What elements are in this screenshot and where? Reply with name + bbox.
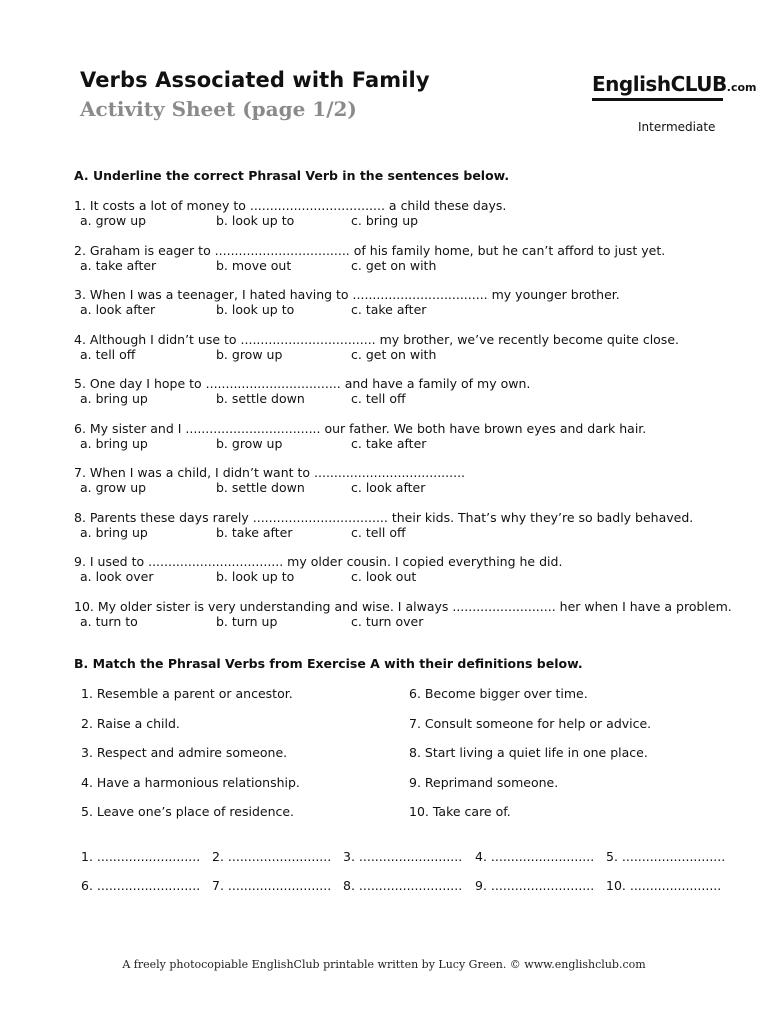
answer-blank[interactable]: 8. .......................... bbox=[343, 878, 463, 893]
answer-option-c[interactable]: c. bring up bbox=[351, 213, 419, 228]
definition-item: 9. Reprimand someone. bbox=[409, 774, 559, 790]
answer-option-a[interactable]: a. bring up bbox=[80, 435, 148, 451]
answer-option-c[interactable]: c. tell off bbox=[351, 391, 406, 406]
answer-blank[interactable]: 7. .......................... bbox=[212, 878, 332, 893]
definition-item: 4. Have a harmonious relationship. bbox=[81, 774, 300, 790]
answer-option-a[interactable]: a. take after bbox=[80, 257, 157, 273]
question-text: 5. One day I hope to .................................. and have a family of my own. bbox=[74, 376, 531, 391]
definition-item: 3. Respect and admire someone. bbox=[81, 745, 288, 760]
section-a-heading: A. Underline the correct Phrasal Verb in the sentences below. bbox=[74, 168, 510, 183]
answer-blank[interactable]: 3. .......................... bbox=[343, 849, 463, 864]
answer-option-a[interactable]: a. grow up bbox=[80, 480, 147, 495]
answer-blank[interactable]: 2. .......................... bbox=[212, 849, 332, 864]
answer-blank[interactable]: 4. .......................... bbox=[475, 849, 595, 864]
question-text: 6. My sister and I .................................. our father. We both have brown eyes and dark hair. bbox=[74, 420, 647, 436]
logo-underline bbox=[592, 98, 723, 101]
answer-option-b[interactable]: b. move out bbox=[216, 257, 292, 273]
answer-blank[interactable]: 10. ....................... bbox=[606, 878, 722, 893]
englishclub-logo bbox=[592, 72, 756, 96]
definition-item: 1. Resemble a parent or ancestor. bbox=[81, 686, 293, 701]
question-text: 4. Although I didn’t use to .................................. my brother, we’ve recently become quite close. bbox=[74, 331, 679, 347]
question-text: 2. Graham is eager to .................................. of his family home, but he can’t afford to just yet. bbox=[74, 242, 666, 258]
answer-option-b[interactable]: b. grow up bbox=[216, 346, 283, 362]
answer-blank[interactable]: 9. .......................... bbox=[475, 878, 595, 893]
answer-option-b[interactable]: b. grow up bbox=[216, 435, 283, 451]
answer-option-c[interactable]: c. look out bbox=[351, 569, 417, 584]
definition-item: 7. Consult someone for help or advice. bbox=[409, 715, 652, 731]
answer-blank[interactable]: 5. .......................... bbox=[606, 849, 726, 864]
answer-option-b[interactable]: b. settle down bbox=[216, 391, 305, 406]
answer-option-a[interactable]: a. tell off bbox=[80, 346, 136, 362]
definition-item: 8. Start living a quiet life in one place. bbox=[409, 745, 648, 760]
answer-option-c[interactable]: c. turn over bbox=[351, 613, 424, 629]
answer-option-b[interactable]: b. look up to bbox=[216, 302, 295, 317]
answer-option-a[interactable]: a. look after bbox=[80, 302, 156, 317]
answer-option-c[interactable]: c. get on with bbox=[351, 257, 437, 273]
answer-option-b[interactable]: b. settle down bbox=[216, 480, 305, 495]
logo-main-text: EnglishCLUB bbox=[592, 72, 727, 96]
answer-option-b[interactable]: b. look up to bbox=[216, 213, 295, 228]
level-label: Intermediate bbox=[638, 120, 716, 134]
answer-option-a[interactable]: a. bring up bbox=[80, 524, 148, 540]
answer-option-a[interactable]: a. turn to bbox=[80, 613, 138, 629]
definition-item: 5. Leave one’s place of residence. bbox=[81, 804, 295, 819]
answer-option-c[interactable]: c. take after bbox=[351, 302, 427, 317]
definition-item: 2. Raise a child. bbox=[81, 715, 180, 731]
page-subtitle: Activity Sheet (page 1/2) bbox=[80, 97, 357, 121]
definition-item: 6. Become bigger over time. bbox=[409, 686, 588, 701]
question-text: 10. My older sister is very understanding and wise. I always .......................... her when I have a problem. bbox=[74, 598, 732, 614]
question-text: 8. Parents these days rarely .................................. their kids. That’s why they’re so badly behaved. bbox=[74, 509, 694, 525]
answer-option-a[interactable]: a. bring up bbox=[80, 391, 148, 406]
definition-item: 10. Take care of. bbox=[409, 804, 511, 819]
answer-option-c[interactable]: c. get on with bbox=[351, 346, 437, 362]
section-b-heading: B. Match the Phrasal Verbs from Exercise A with their definitions below. bbox=[74, 656, 583, 671]
question-text: 7. When I was a child, I didn’t want to ...................................... bbox=[74, 465, 466, 480]
answer-option-b[interactable]: b. take after bbox=[216, 524, 293, 540]
answer-option-c[interactable]: c. tell off bbox=[351, 524, 406, 540]
question-text: 9. I used to .................................. my older cousin. I copied everything he did. bbox=[74, 554, 563, 569]
answer-blank[interactable]: 1. .......................... bbox=[81, 849, 201, 864]
answer-option-a[interactable]: a. grow up bbox=[80, 213, 147, 228]
question-text: 1. It costs a lot of money to .................................. a child these days. bbox=[74, 198, 507, 213]
answer-option-a[interactable]: a. look over bbox=[80, 569, 154, 584]
answer-blank[interactable]: 6. .......................... bbox=[81, 878, 201, 893]
footer-credit: A freely photocopiable EnglishClub printable written by Lucy Green. © www.englishclub.com bbox=[122, 958, 646, 971]
logo-suffix-text: .com bbox=[726, 81, 757, 94]
page-title: Verbs Associated with Family bbox=[80, 68, 430, 92]
question-text: 3. When I was a teenager, I hated having to .................................. my younger brother. bbox=[74, 287, 620, 302]
answer-option-b[interactable]: b. turn up bbox=[216, 613, 278, 629]
answer-option-c[interactable]: c. take after bbox=[351, 435, 427, 451]
answer-option-b[interactable]: b. look up to bbox=[216, 569, 295, 584]
answer-option-c[interactable]: c. look after bbox=[351, 480, 426, 495]
